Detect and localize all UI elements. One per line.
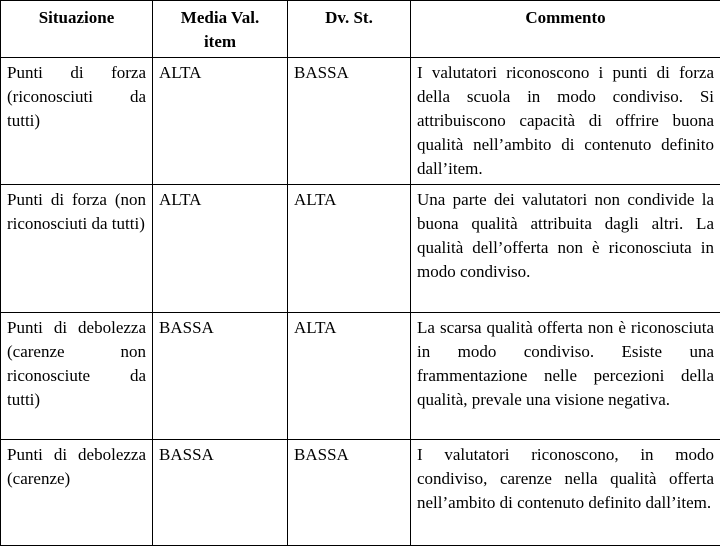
cell-media: ALTA bbox=[153, 58, 288, 185]
table-row bbox=[1, 58, 720, 185]
cell-situazione: Punti di forza (riconosciuti da tutti) bbox=[1, 58, 153, 185]
cell-commento: I valutatori riconoscono, in modo condiviso, carenze nella qualità offerta nell’ambito di contenuto definito dall’item. bbox=[411, 440, 720, 546]
cell-dvst: BASSA bbox=[288, 440, 411, 546]
cell-situazione: Punti di forza (non riconosciuti da tutti) bbox=[1, 185, 153, 313]
cell-commento: La scarsa qualità offerta non è riconosciuta in modo condiviso. Esiste una frammentazione nelle percezioni della qualità, prevale una visione negativa. bbox=[411, 313, 720, 440]
cell-dvst: BASSA bbox=[288, 58, 411, 185]
cell-dvst: ALTA bbox=[288, 185, 411, 313]
cell-dvst: ALTA bbox=[288, 313, 411, 440]
cell-media: ALTA bbox=[153, 185, 288, 313]
cell-commento: Una parte dei valutatori non condivide la buona qualità attribuita dagli altri. La qualità dell’offerta non è riconosciuta in modo condiviso. bbox=[411, 185, 720, 313]
header-situazione: Situazione bbox=[1, 1, 153, 58]
header-media-line2: item bbox=[204, 32, 236, 51]
header-dv-st: Dv. St. bbox=[288, 1, 411, 58]
header-media-line1: Media Val. bbox=[181, 8, 259, 27]
cell-media: BASSA bbox=[153, 440, 288, 546]
cell-media: BASSA bbox=[153, 313, 288, 440]
table-row bbox=[1, 440, 720, 546]
header-row bbox=[1, 1, 720, 58]
header-commento: Commento bbox=[411, 1, 720, 58]
cell-commento: I valutatori riconoscono i punti di forza della scuola in modo condiviso. Si attribuiscono capacità di offrire buona qualità nell’ambito di contenuto definito dall’item. bbox=[411, 58, 720, 185]
table-row bbox=[1, 185, 720, 313]
cell-situazione: Punti di debolezza (carenze non riconosciute da tutti) bbox=[1, 313, 153, 440]
table-row bbox=[1, 313, 720, 440]
header-media-val bbox=[153, 1, 288, 58]
cell-situazione: Punti di debolezza (carenze) bbox=[1, 440, 153, 546]
